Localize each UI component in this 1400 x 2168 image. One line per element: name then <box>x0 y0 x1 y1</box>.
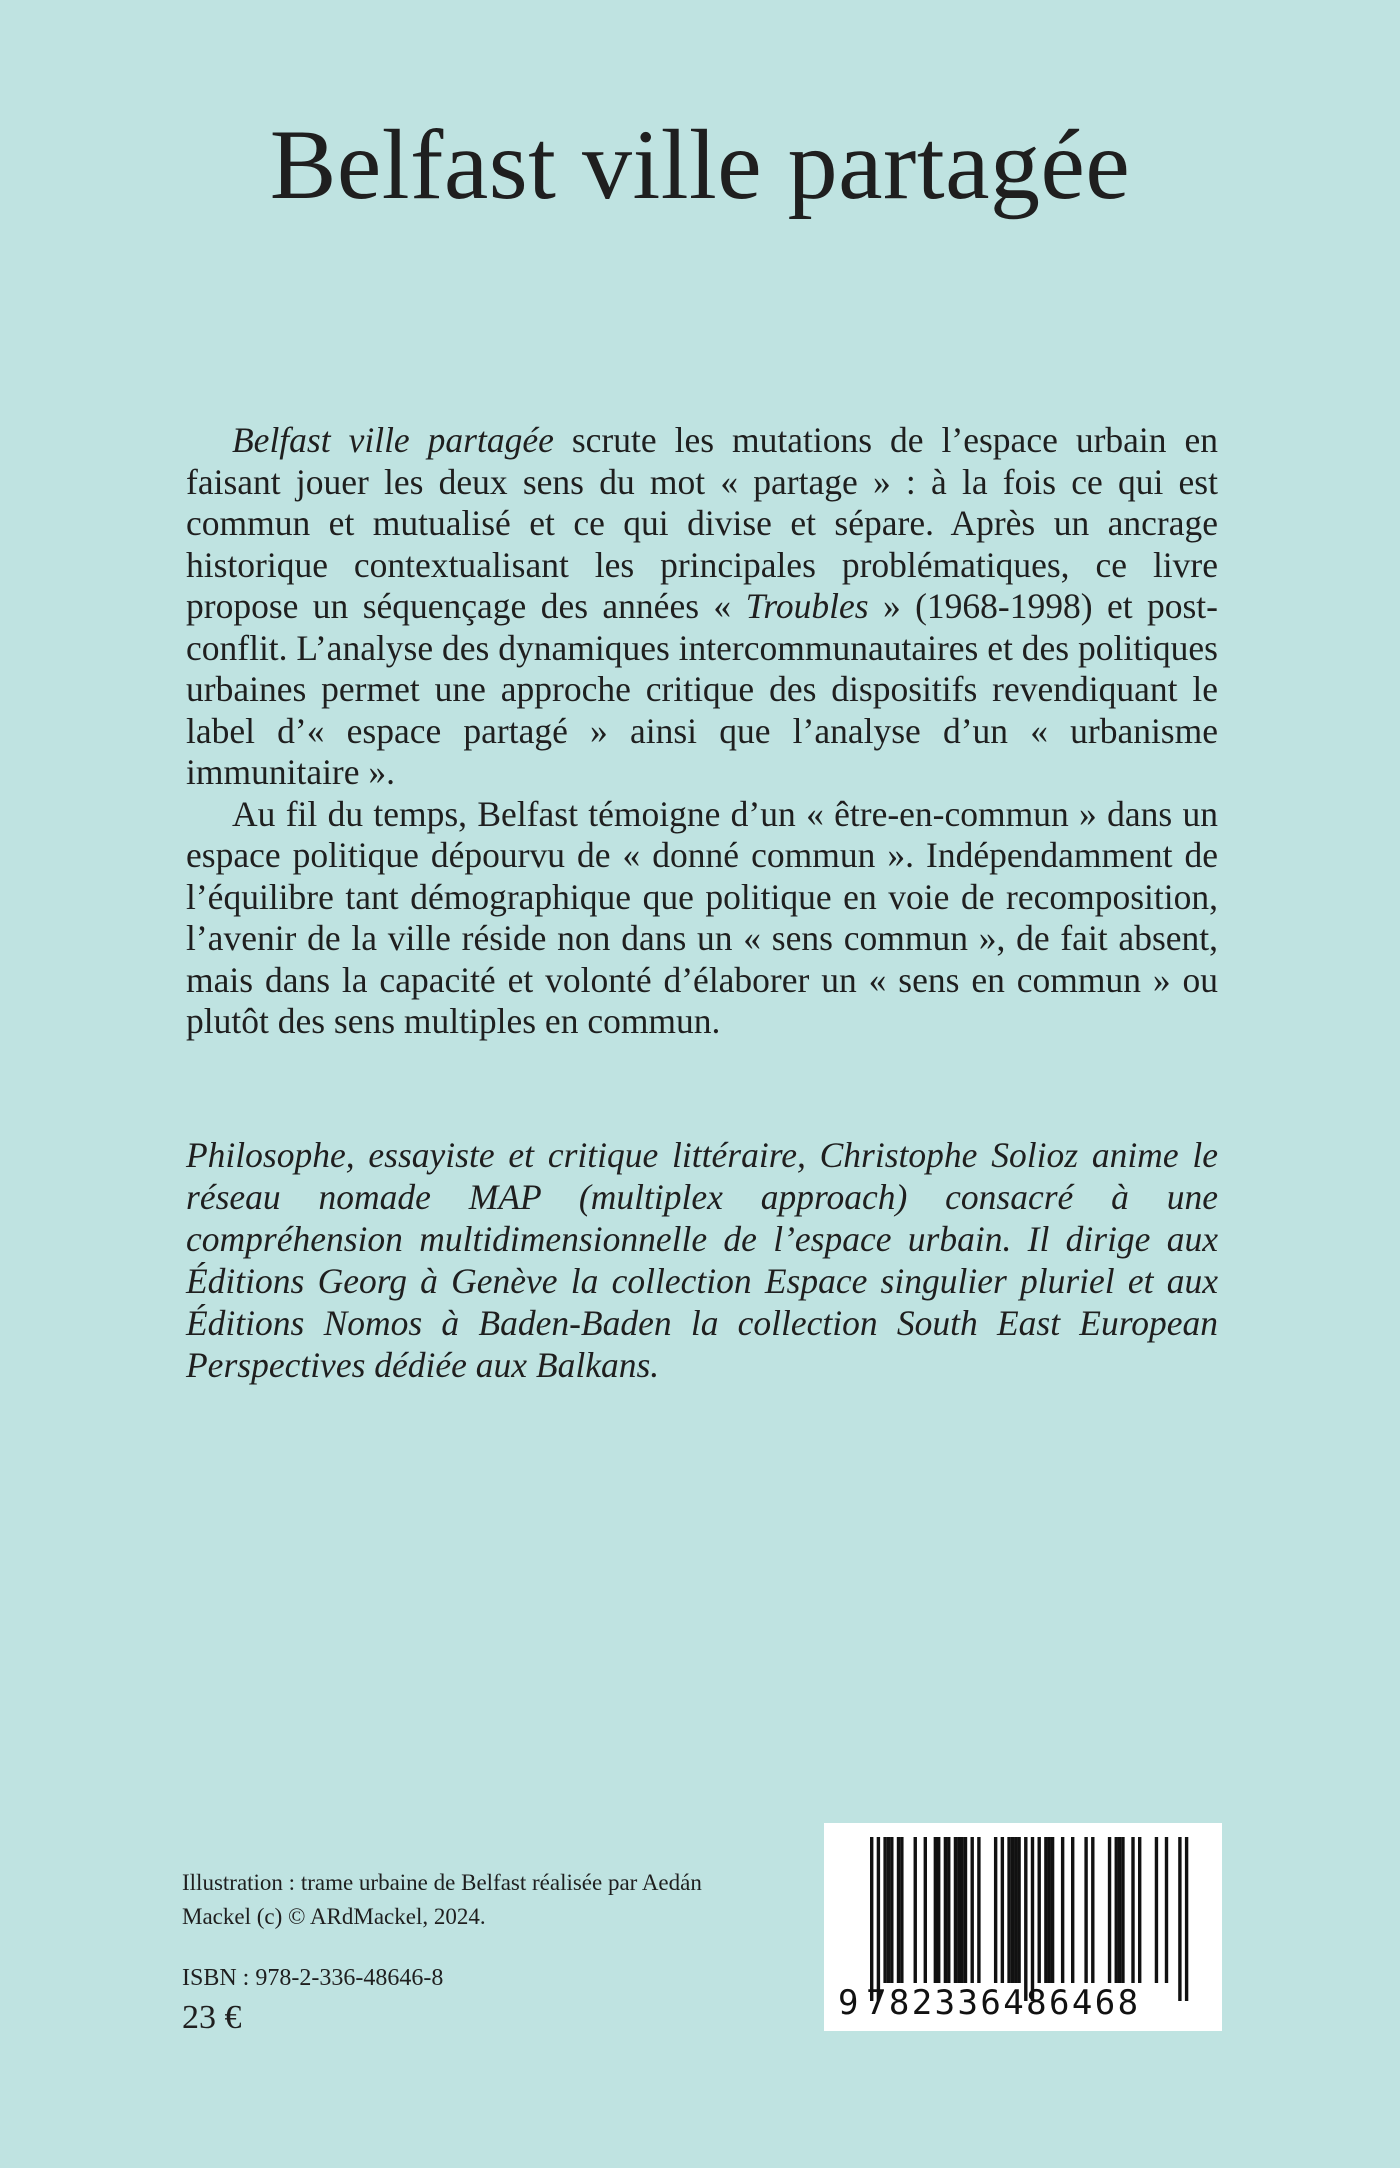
barcode-bar <box>1121 1837 1124 1983</box>
illustration-credit: Illustration : trame urbaine de Belfast réalisée par Aedán Mackel (c) © ARdMackel, 2024. <box>182 1870 702 1929</box>
barcode-bar <box>944 1837 947 1983</box>
book-title: Belfast ville partagée <box>269 109 1131 220</box>
summary-text-1b: » (1968-1998) et post-conflit. L’analyse des dynamiques intercommunautaires et des politiques urbaines permet une approche critique des dispositifs revendiquant le label d’« espace partagé » ainsi que l’analyse d’un « urbanisme immunitaire ». <box>186 586 1218 792</box>
barcode-bar <box>887 1837 890 1983</box>
barcode-bar <box>897 1837 900 1983</box>
barcode-bar <box>1131 1837 1134 1983</box>
barcode-bar <box>1017 1837 1020 1983</box>
barcode-bar <box>1014 1837 1017 1983</box>
barcode-guard-bar <box>1185 1837 1188 2001</box>
barcode-bar <box>1011 1837 1014 1983</box>
barcode-bar <box>1115 1837 1118 1983</box>
barcode-bar <box>1007 1837 1010 1983</box>
barcode-bar <box>934 1837 937 1983</box>
summary-troubles-italic: Troubles <box>745 586 869 626</box>
summary-paragraph-1 <box>186 420 1218 794</box>
barcode-bar <box>924 1837 927 1983</box>
barcode-bar <box>914 1837 917 1983</box>
barcode-bar <box>1118 1837 1121 1983</box>
book-summary <box>186 420 1218 1043</box>
barcode-bar <box>1044 1837 1047 1983</box>
barcode-bar <box>1071 1837 1074 1983</box>
barcode-bar <box>977 1837 980 1983</box>
barcode-guard-bar <box>1178 1837 1181 2001</box>
barcode-bar <box>971 1837 974 1983</box>
barcode-guard-bar <box>877 1837 880 2001</box>
barcode <box>824 1823 1222 2031</box>
barcode-bar <box>994 1837 997 1983</box>
summary-title-italic: Belfast ville partagée <box>232 420 554 460</box>
barcode-lead-digit: 9 <box>838 1983 859 2023</box>
barcode-bar <box>1051 1837 1054 1983</box>
summary-text-1a: scrute les mutations de l’espace urbain en faisant jouer les deux sens du mot « partage » : à la fois ce qui est commun et mutualisé et ce qui divise et sépare. Après un ancrage historique contextualisant les principales problématiques, ce livre propose un séquençage des années « <box>186 420 1219 626</box>
barcode-guard-bar <box>1031 1837 1034 2001</box>
barcode-bar <box>937 1837 940 1983</box>
barcode-bar <box>1155 1837 1158 1983</box>
barcode-guard-bar <box>1024 1837 1027 2001</box>
barcode-bar <box>954 1837 957 1983</box>
barcode-bar <box>1091 1837 1094 1983</box>
isbn: ISBN : 978-2-336-48646-8 <box>182 1965 444 1991</box>
barcode-bar <box>900 1837 903 1983</box>
barcode-bar <box>947 1837 950 1983</box>
barcode-bar <box>883 1837 886 1983</box>
barcode-bar <box>960 1837 963 1983</box>
barcode-bar <box>1048 1837 1051 1983</box>
author-bio: Philosophe, essayiste et critique littéraire, Christophe Solioz anime le réseau nomade MAP (multiplex approach) consacré à une compréhension multidimensionnelle de l’espace urbain. Il dirige aux Éditions Georg à Genève la collection Espace singulier pluriel et aux Éditions Nomos à Baden-Baden la collection South East European Perspectives dédiée aux Balkans. <box>186 1135 1218 1385</box>
barcode-guard-bar <box>870 1837 873 2001</box>
summary-paragraph-2: Au fil du temps, Belfast témoigne d’un « être-en-commun » dans un espace politique dépourvu de « donné commun ». Indépendamment de l’équilibre tant démographique que politique en voie de recomposition, l’avenir de la ville réside non dans un « sens commun », de fait absent, mais dans la capacité et volonté d’élaborer un « sens en commun » ou plutôt des sens multiples en commun. <box>186 793 1218 1041</box>
barcode-bar <box>1165 1837 1168 1983</box>
barcode-digits: 782336486468 <box>866 1983 1141 2023</box>
barcode-bar <box>1138 1837 1141 1983</box>
barcode-bar <box>1084 1837 1087 1983</box>
barcode-bar <box>964 1837 967 1983</box>
barcode-bar <box>1001 1837 1004 1983</box>
barcode-bar <box>1038 1837 1041 1983</box>
barcode-bar <box>1061 1837 1064 1983</box>
barcode-bar <box>1108 1837 1111 1983</box>
price: 23 € <box>182 1999 242 2036</box>
barcode-bar <box>890 1837 893 1983</box>
barcode-bar <box>957 1837 960 1983</box>
